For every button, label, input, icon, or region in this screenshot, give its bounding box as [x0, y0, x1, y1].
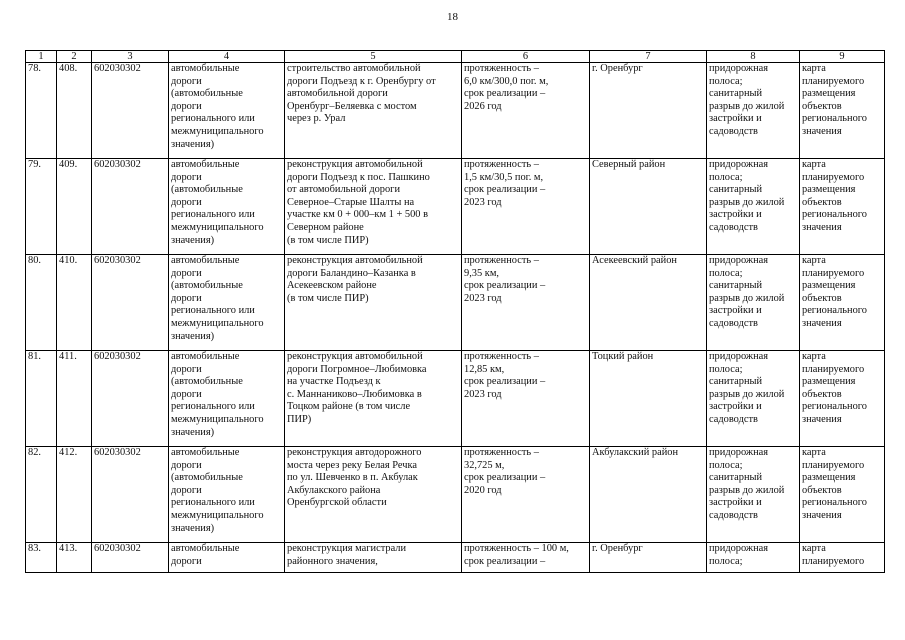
cell-text: протяженность – 100 м, срок реализации –	[464, 543, 569, 567]
table-row	[26, 255, 885, 351]
table-row	[26, 159, 885, 255]
cell-text: 602030302	[94, 351, 141, 362]
code-cell	[92, 447, 169, 543]
cell-text: протяженность – 32,725 м, срок реализации – 2020 год	[464, 447, 546, 496]
cell-text: 602030302	[94, 159, 141, 170]
cell-text: 83.	[28, 543, 41, 554]
row-number-cell	[26, 543, 57, 573]
cell-text: Акбулакский район	[592, 447, 679, 458]
cell-text: карта планируемого размещения объектов регионального значения	[802, 447, 867, 521]
object-type-cell	[169, 447, 285, 543]
object-name-cell	[285, 63, 462, 159]
note-cell	[800, 63, 885, 159]
header-row	[26, 51, 885, 63]
header-cell: 1	[26, 51, 57, 63]
cell-text: придорожная полоса; санитарный разрыв до жилой застройки и садоводств	[709, 63, 785, 137]
cell-text: автомобильные дороги (автомобильные дороги регионального или межмуниципального значения)	[171, 63, 264, 150]
table-row	[26, 447, 885, 543]
cell-text: 412.	[59, 447, 78, 458]
note-cell	[800, 159, 885, 255]
cell-text: карта планируемого	[802, 543, 865, 567]
code-cell	[92, 159, 169, 255]
cell-text: г. Оренбург	[592, 543, 643, 554]
row-number-cell	[26, 159, 57, 255]
object-id-cell	[57, 351, 92, 447]
parameters-cell	[462, 159, 590, 255]
object-type-cell	[169, 159, 285, 255]
zone-cell	[707, 159, 800, 255]
location-cell	[590, 447, 707, 543]
parameters-cell	[462, 63, 590, 159]
cell-text: 411.	[59, 351, 77, 362]
cell-text: 602030302	[94, 255, 141, 266]
parameters-cell	[462, 351, 590, 447]
parameters-cell	[462, 543, 590, 573]
object-name-cell	[285, 543, 462, 573]
parameters-cell	[462, 255, 590, 351]
location-cell	[590, 543, 707, 573]
code-cell	[92, 351, 169, 447]
object-name-cell	[285, 255, 462, 351]
page-number: 18	[447, 11, 458, 23]
cell-text: Северный район	[592, 159, 666, 170]
cell-text: реконструкция автомобильной дороги Подъезд к пос. Пашкино от автомобильной дороги Северное–Старые Шалты на участке км 0 + 000–км 1 + 500 в Северном районе (в том числе ПИР)	[287, 159, 430, 246]
cell-text: реконструкция магистрали районного значения,	[287, 543, 407, 567]
cell-text: автомобильные дороги (автомобильные дороги регионального или межмуниципального значения)	[171, 159, 264, 246]
location-cell	[590, 159, 707, 255]
header-cell: 3	[92, 51, 169, 63]
cell-text: придорожная полоса; санитарный разрыв до жилой застройки и садоводств	[709, 447, 785, 521]
code-cell	[92, 63, 169, 159]
note-cell	[800, 543, 885, 573]
cell-text: Тоцкий район	[592, 351, 654, 362]
object-id-cell	[57, 255, 92, 351]
parameters-cell	[462, 447, 590, 543]
header-cell: 2	[57, 51, 92, 63]
table-row	[26, 351, 885, 447]
location-cell	[590, 63, 707, 159]
cell-text: автомобильные дороги (автомобильные дороги регионального или межмуниципального значения)	[171, 255, 264, 342]
location-cell	[590, 255, 707, 351]
row-number-cell	[26, 255, 57, 351]
cell-text: протяженность – 6,0 км/300,0 пог. м, срок реализации – 2026 год	[464, 63, 549, 112]
cell-text: 409.	[59, 159, 78, 170]
cell-text: 79.	[28, 159, 41, 170]
row-number-cell	[26, 351, 57, 447]
object-id-cell	[57, 447, 92, 543]
cell-text: карта планируемого размещения объектов регионального значения	[802, 63, 867, 137]
header-cell: 4	[169, 51, 285, 63]
cell-text: карта планируемого размещения объектов регионального значения	[802, 351, 867, 425]
cell-text: Асекеевский район	[592, 255, 677, 266]
cell-text: придорожная полоса;	[709, 543, 769, 567]
zone-cell	[707, 543, 800, 573]
row-number-cell	[26, 63, 57, 159]
cell-text: 82.	[28, 447, 41, 458]
cell-text: реконструкция автодорожного моста через реку Белая Речка по ул. Шевченко в п. Акбулак Акбулакского района Оренбургской области	[287, 447, 422, 509]
zone-cell	[707, 447, 800, 543]
cell-text: карта планируемого размещения объектов регионального значения	[802, 255, 867, 329]
note-cell	[800, 447, 885, 543]
cell-text: строительство автомобильной дороги Подъезд к г. Оренбургу от автомобильной дороги Оренбург–Беляевка с мостом через р. Урал	[287, 63, 436, 125]
note-cell	[800, 351, 885, 447]
header-cell: 6	[462, 51, 590, 63]
cell-text: автомобильные дороги	[171, 543, 240, 567]
object-type-cell	[169, 255, 285, 351]
header-cell: 7	[590, 51, 707, 63]
zone-cell	[707, 63, 800, 159]
cell-text: 80.	[28, 255, 41, 266]
object-id-cell	[57, 63, 92, 159]
cell-text: автомобильные дороги (автомобильные дороги регионального или межмуниципального значения)	[171, 447, 264, 534]
cell-text: протяженность – 12,85 км, срок реализации – 2023 год	[464, 351, 546, 400]
object-type-cell	[169, 63, 285, 159]
cell-text: придорожная полоса; санитарный разрыв до жилой застройки и садоводств	[709, 255, 785, 329]
object-id-cell	[57, 159, 92, 255]
cell-text: 78.	[28, 63, 41, 74]
location-cell	[590, 351, 707, 447]
cell-text: протяженность – 9,35 км, срок реализации – 2023 год	[464, 255, 546, 304]
row-number-cell	[26, 447, 57, 543]
cell-text: 602030302	[94, 447, 141, 458]
cell-text: автомобильные дороги (автомобильные дороги регионального или межмуниципального значения)	[171, 351, 264, 438]
object-id-cell	[57, 543, 92, 573]
note-cell	[800, 255, 885, 351]
cell-text: протяженность – 1,5 км/30,5 пог. м, срок реализации – 2023 год	[464, 159, 546, 208]
header-cell: 8	[707, 51, 800, 63]
cell-text: г. Оренбург	[592, 63, 643, 74]
cell-text: придорожная полоса; санитарный разрыв до жилой застройки и садоводств	[709, 159, 785, 233]
table-row	[26, 63, 885, 159]
object-name-cell	[285, 351, 462, 447]
cell-text: реконструкция автомобильной дороги Погромное–Любимовка на участке Подъезд к с. Маннаниково–Любимовка в Тоцком районе (в том числе ПИР)	[287, 351, 427, 425]
cell-text: 81.	[28, 351, 41, 362]
cell-text: придорожная полоса; санитарный разрыв до жилой застройки и садоводств	[709, 351, 785, 425]
cell-text: 602030302	[94, 63, 141, 74]
table-row	[26, 543, 885, 573]
code-cell	[92, 255, 169, 351]
object-name-cell	[285, 447, 462, 543]
cell-text: 602030302	[94, 543, 141, 554]
cell-text: реконструкция автомобильной дороги Баландино–Казанка в Асекеевском районе (в том числе ПИР)	[287, 255, 423, 304]
object-type-cell	[169, 351, 285, 447]
cell-text: 410.	[59, 255, 78, 266]
code-cell	[92, 543, 169, 573]
zone-cell	[707, 351, 800, 447]
header-cell: 9	[800, 51, 885, 63]
object-type-cell	[169, 543, 285, 573]
header-cell: 5	[285, 51, 462, 63]
objects-table	[25, 50, 885, 573]
object-name-cell	[285, 159, 462, 255]
cell-text: 408.	[59, 63, 78, 74]
cell-text: 413.	[59, 543, 78, 554]
zone-cell	[707, 255, 800, 351]
cell-text: карта планируемого размещения объектов регионального значения	[802, 159, 867, 233]
